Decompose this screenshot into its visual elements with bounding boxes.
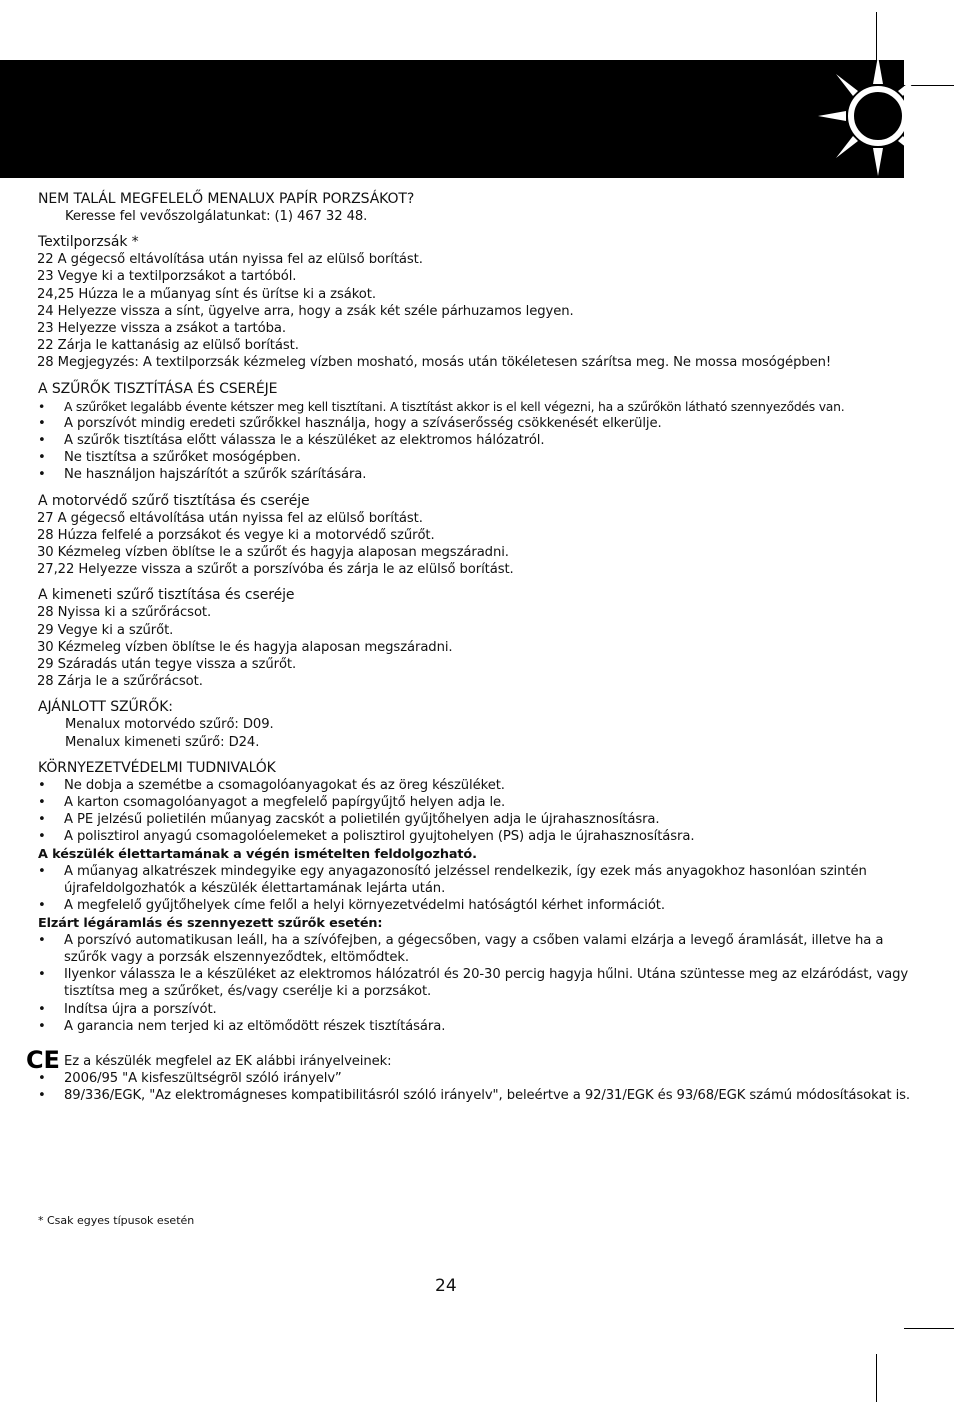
svg-text:CE: CE (26, 1046, 60, 1071)
header-band (0, 60, 904, 178)
bullet-icon: • (38, 967, 46, 983)
step-line: 29 Vegye ki a szűrőt. (37, 622, 174, 638)
step-line: 28 Megjegyzés: A textilporzsák kézmeleg vízben mosható, mosás után tökéletesen szárítsa meg. Ne mossa mosógépben! (37, 355, 832, 371)
bullet-icon: • (38, 450, 46, 466)
bullet-icon: • (38, 398, 46, 414)
filter-line: Menalux kimeneti szűrő: D24. (65, 734, 260, 750)
section-title-motor-filter: A motorvédő szűrő tisztítása és cseréje (38, 492, 310, 509)
bullet-icon: • (38, 795, 46, 811)
bullet-icon: • (38, 932, 46, 948)
section-title-paper-bag: NEM TALÁL MEGFELELŐ MENALUX PAPÍR PORZSÁKOT? (38, 191, 415, 207)
bullet-icon: • (38, 433, 46, 449)
step-line: 24,25 Húzza le a műanyag sínt és ürítse ki a zsákot. (37, 286, 376, 302)
list-item: • A porszívót mindig eredeti szűrőkkel használja, hogy a szíváserősség csökkenését elkerülje. (38, 415, 662, 431)
step-line: 29 Száradás után tegye vissza a szűrőt. (37, 657, 297, 673)
section-title-exhaust-filter: A kimeneti szűrő tisztítása és cseréje (38, 587, 295, 604)
list-item: • A szűrők tisztítása előtt válassza le a készüléket az elektromos hálózatról. (38, 433, 545, 449)
page-content (26, 190, 918, 1105)
step-line: 22 Zárja le kattanásig az elülső borítást. (37, 338, 299, 354)
list-item: • A garancia nem terjed ki az eltömődött részek tisztítására. (38, 1018, 446, 1034)
bullet-icon: • (38, 898, 46, 914)
bullet-icon: • (38, 1088, 46, 1104)
subheading-blocked-airflow: Elzárt légáramlás és szennyezett szűrők esetén: (38, 915, 383, 931)
step-line: 23 Helyezze vissza a zsákot a tartóba. (37, 321, 286, 337)
page-number: 24 (435, 1276, 457, 1296)
customer-service-line: Keresse fel vevőszolgálatunkat: (1) 467 32 48. (65, 209, 368, 224)
sun-icon (808, 46, 948, 186)
step-line: 27,22 Helyezze vissza a szűrőt a porszívóba és zárja le az elülső borítást. (37, 562, 514, 578)
list-item: • Ne használjon hajszárítót a szűrők szárítására. (38, 467, 367, 483)
section-title-filter-cleaning: A SZŰRŐK TISZTÍTÁSA ÉS CSERÉJE (38, 380, 278, 397)
bullet-icon: • (38, 467, 46, 483)
list-item: • Indítsa újra a porszívót. (38, 1001, 217, 1017)
step-line: 22 A gégecső eltávolítása után nyissa fel az elülső borítást. (37, 252, 423, 268)
list-item: • 2006/95 "A kisfeszültségrõl szóló irányelv” (38, 1071, 342, 1087)
list-item: • A karton csomagolóanyagot a megfelelő papírgyűjtő helyen adja le. (38, 795, 506, 811)
crop-mark-right-bottom (904, 1328, 954, 1329)
list-item: • Ilyenkor válassza le a készüléket az elektromos hálózatról és 20-30 percig hagyja hűlni. Utána szüntesse meg az elzáródást, vagy tisztítsa meg a szűrőket, és/vagy cserélje ki a porzsákot. (38, 967, 909, 1000)
bullet-icon: • (38, 812, 46, 828)
footnote: * Csak egyes típusok esetén (38, 1214, 195, 1227)
crop-mark-bottom (876, 1354, 877, 1402)
step-line: 23 Vegye ki a textilporzsákot a tartóból. (37, 269, 297, 285)
section-title-environment: KÖRNYEZETVÉDELMI TUDNIVALÓK (38, 759, 276, 776)
step-line: 24 Helyezze vissza a sínt, ügyelve arra, hogy a zsák két széle párhuzamos legyen. (37, 303, 574, 319)
step-line: 27 A gégecső eltávolítása után nyissa fel az elülső borítást. (37, 510, 423, 526)
list-item: • A megfelelő gyűjtőhelyek címe felől a helyi környezetvédelmi hatóságtól kérhet információt. (38, 898, 665, 914)
section-title-textile-bag: Textilporzsák * (38, 234, 139, 251)
list-item: • Ne tisztítsa a szűrőket mosógépben. (38, 450, 301, 466)
bullet-icon: • (38, 1018, 46, 1034)
step-line: 28 Nyissa ki a szűrőrácsot. (37, 605, 212, 621)
step-line: 30 Kézmeleg vízben öblítse le és hagyja alaposan megszáradni. (37, 639, 453, 655)
list-item: • A polisztirol anyagú csomagolóelemeket a polisztirol gyujtohelyen (PS) adja le újrahasznosításra. (38, 829, 695, 845)
list-item: • A porszívó automatikusan leáll, ha a szívófejben, a gégecsőben, vagy a csőben valami elzárja a levegő áramlását, illetve ha a szűrők vagy a porzsák elszennyeződtek, eltömődtek. (38, 932, 884, 965)
ce-mark-icon (26, 1047, 60, 1071)
subheading-recycling: A készülék élettartamának a végén ismételten feldolgozható. (38, 846, 477, 862)
step-line: 28 Zárja le a szűrőrácsot. (37, 674, 203, 690)
textile-bag-steps (38, 251, 918, 371)
bullet-icon: • (38, 829, 46, 845)
bullet-icon: • (38, 1071, 46, 1087)
bullet-icon: • (38, 777, 46, 793)
section-title-recommended-filters: AJÁNLOTT SZŰRŐK: (38, 699, 173, 716)
list-item: • A műanyag alkatrészek mindegyike egy anyagazonosító jelzéssel rendelkezik, így ezek más anyagokhoz hasonlóan szintén újrafeldolgozhatók a készülék élettartamának lejárta után. (38, 863, 867, 897)
bullet-icon: • (38, 415, 46, 431)
step-line: 30 Kézmeleg vízben öblítse le a szűrőt és hagyja alaposan megszáradni. (37, 545, 509, 561)
bullet-icon: • (38, 1001, 46, 1017)
ce-intro: Ez a készülék megfelel az EK alábbi irányelveinek: (64, 1053, 392, 1069)
list-item: • A PE jelzésű polietilén műanyag zacskót a polietilén gyűjtőhelyen adja le újrahasznosításra. (38, 812, 660, 828)
list-item: • 89/336/EGK, "Az elektromágneses kompatibilitásról szóló irányelv", beleértve a 92/31/EGK és 93/68/EGK számú módosításokat is. (38, 1088, 911, 1104)
step-line: 28 Húzza felfelé a porzsákot és vegye ki a motorvédő szűrőt. (37, 527, 435, 543)
filter-line: Menalux motorvédo szűrő: D09. (65, 717, 274, 733)
list-item: • A szűrőket legalább évente kétszer meg kell tisztítani. A tisztítást akkor is el kell végezni, ha a szűrőkön látható szennyeződés van. (38, 398, 845, 414)
ce-compliance (26, 1046, 918, 1071)
list-item: • Ne dobja a szemétbe a csomagolóanyagokat és az öreg készüléket. (38, 777, 505, 793)
bullet-icon: • (38, 863, 46, 879)
